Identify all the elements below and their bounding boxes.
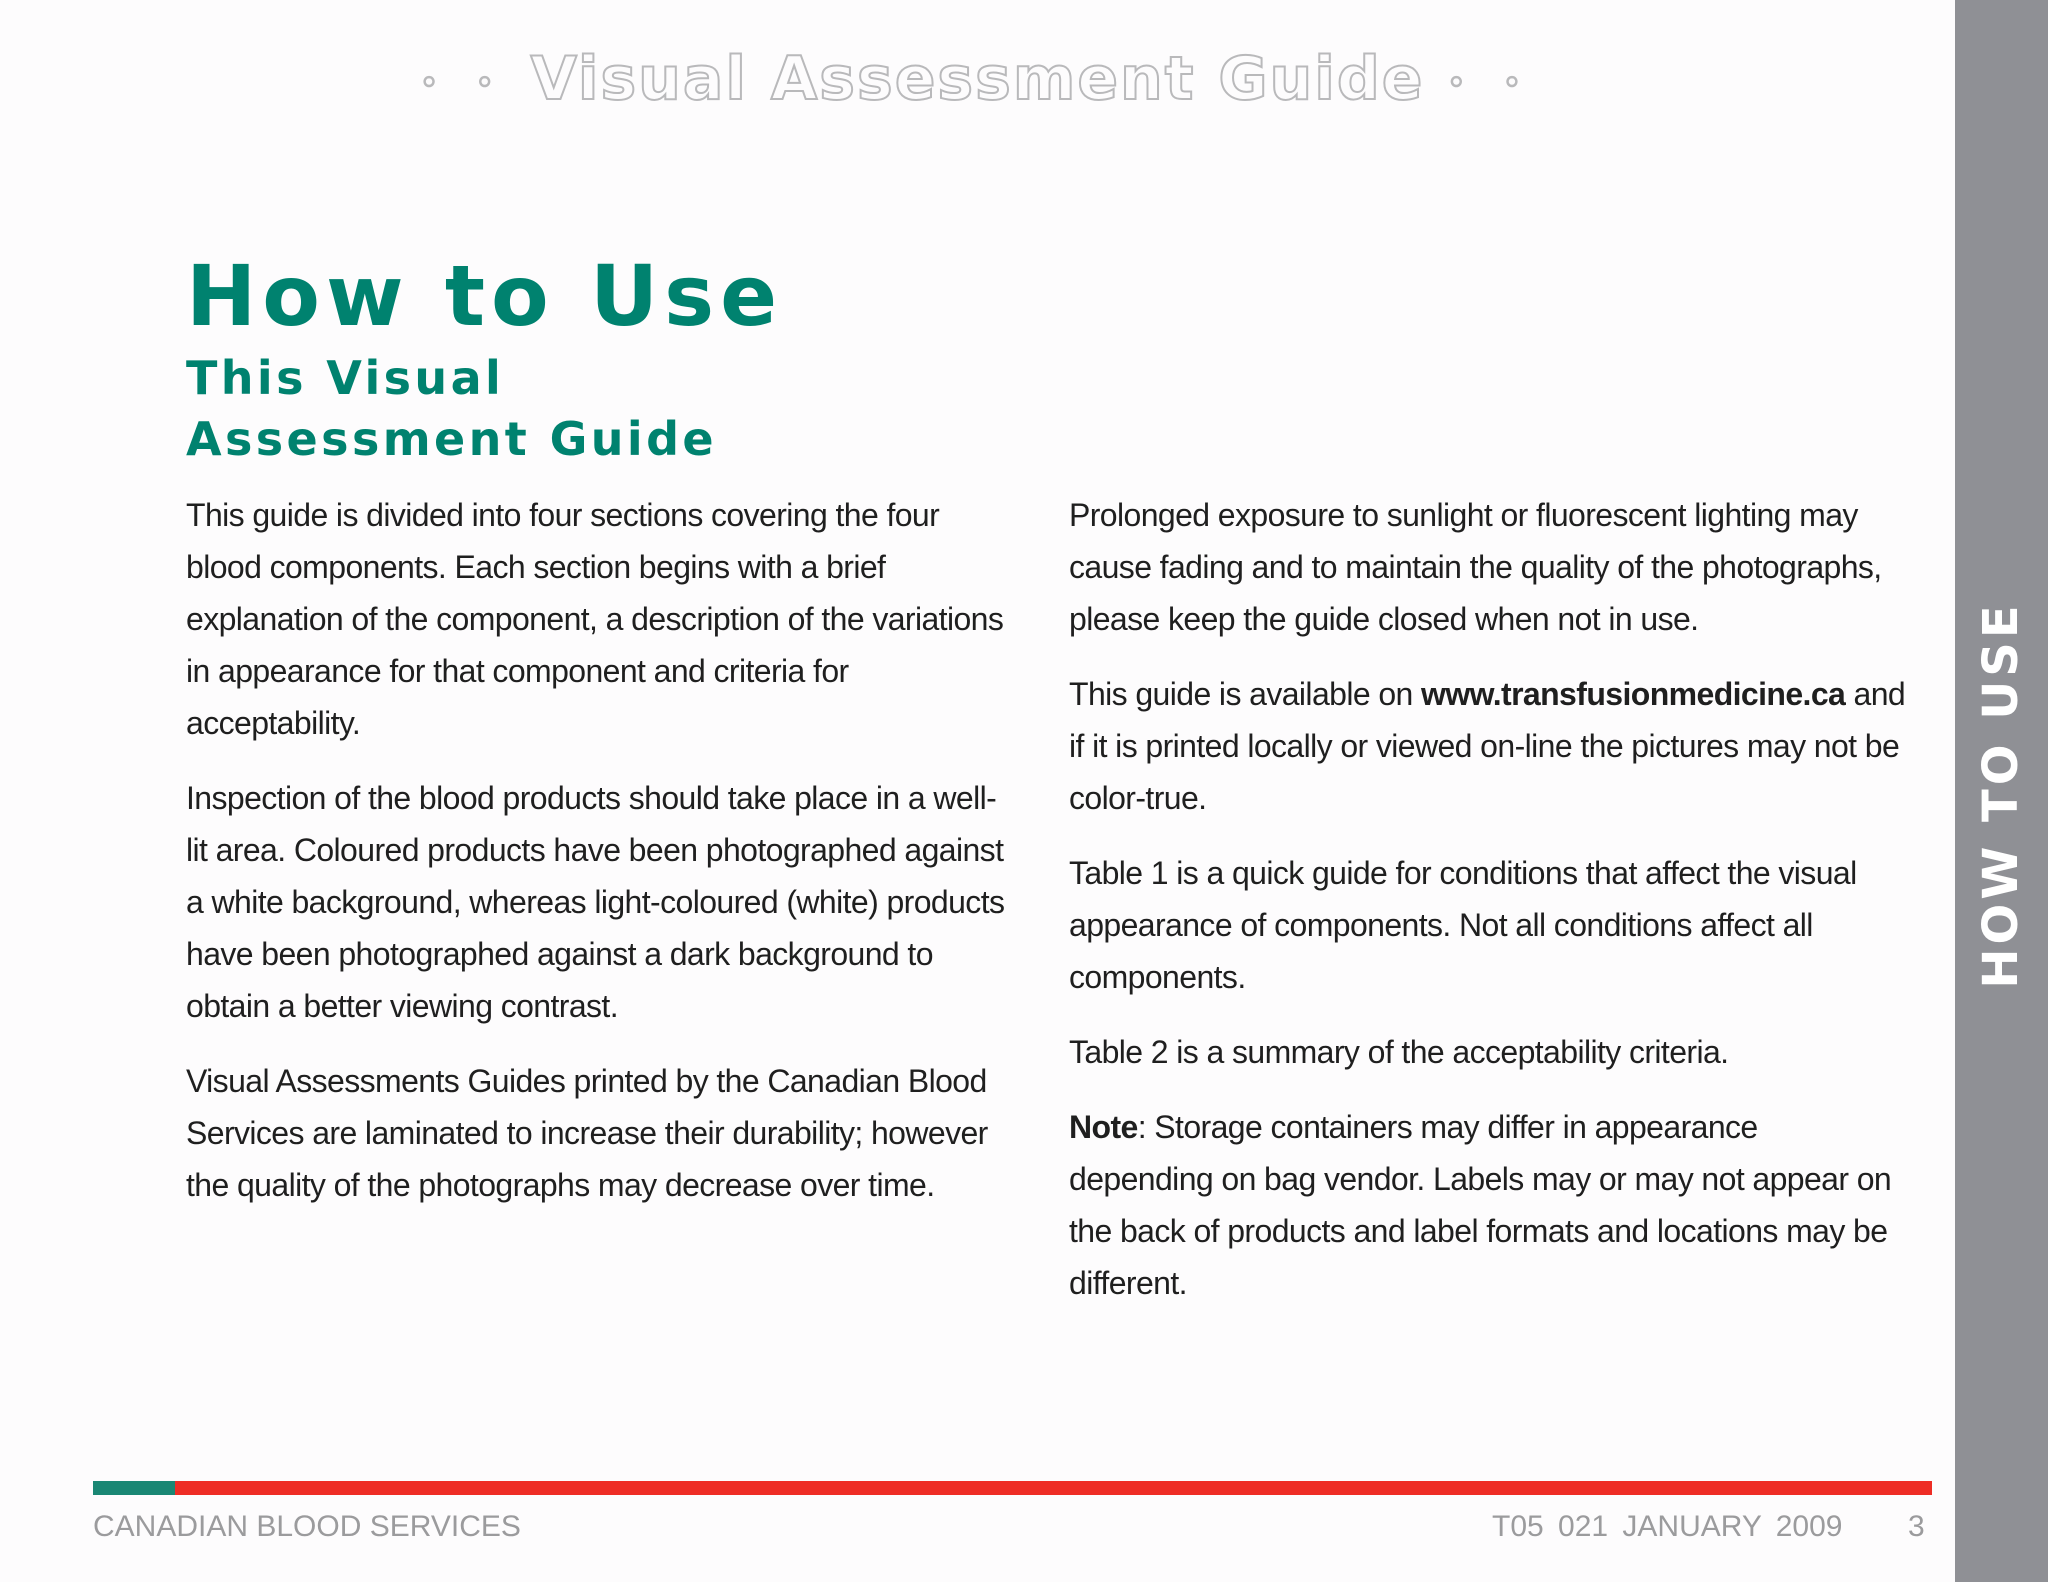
left-paragraph-3: Visual Assessments Guides printed by the Canadian Blood Services are laminated to increase their durability; however the quality of the photographs may decrease over time. [186,1063,988,1203]
subtitle-line-2: Assessment Guide [186,412,717,466]
section-tab-label: HOW TO USE [1973,601,2029,989]
note-label: Note [1069,1109,1138,1145]
page-header [0,44,1955,114]
header-title: Visual Assessment Guide [530,44,1425,114]
page-subtitle [186,348,717,470]
right-paragraph-5 [1069,1101,1909,1309]
availability-text-after: and if it is printed locally or viewed on-line the pictures may not be color-true. [1069,676,1906,816]
page-number: 3 [1908,1510,1925,1543]
footer-bar-rule [175,1481,1932,1495]
header-dots-right: ◦ ◦ [1447,65,1535,99]
right-column [1069,489,1909,1332]
left-column [186,489,1016,1234]
availability-text-before: This guide is available on [1069,676,1422,712]
website-link[interactable]: www.transfusionmedicine.ca [1421,676,1846,712]
header-dots-left: ◦ ◦ [420,65,508,99]
footer-document-code: T05 021 JANUARY 2009 [1492,1510,1843,1543]
right-paragraph-4: Table 2 is a summary of the acceptability criteria. [1069,1034,1729,1070]
right-paragraph-3: Table 1 is a quick guide for conditions that affect the visual appearance of components. Not all conditions affect all components. [1069,855,1857,995]
footer-bar-accent [93,1481,175,1495]
page-title: How to Use [186,247,784,345]
note-text: : Storage containers may differ in appearance depending on bag vendor. Labels may or may not appear on the back of products and label formats and locations may be different. [1069,1109,1892,1301]
left-paragraph-2: Inspection of the blood products should take place in a well-lit area. Coloured products have been photographed against a white background, whereas light-coloured (white) products have been photographed against a dark background to obtain a better viewing contrast. [186,780,1005,1024]
subtitle-line-1: This Visual [186,351,505,405]
right-paragraph-2 [1069,668,1909,824]
footer-organization: CANADIAN BLOOD SERVICES [93,1510,521,1543]
left-paragraph-1: This guide is divided into four sections covering the four blood components. Each section begins with a brief explanation of the component, a description of the variations in appearance for that component and criteria for acceptability. [186,497,1004,741]
right-paragraph-1: Prolonged exposure to sunlight or fluorescent lighting may cause fading and to maintain the quality of the photographs, please keep the guide closed when not in use. [1069,497,1882,637]
